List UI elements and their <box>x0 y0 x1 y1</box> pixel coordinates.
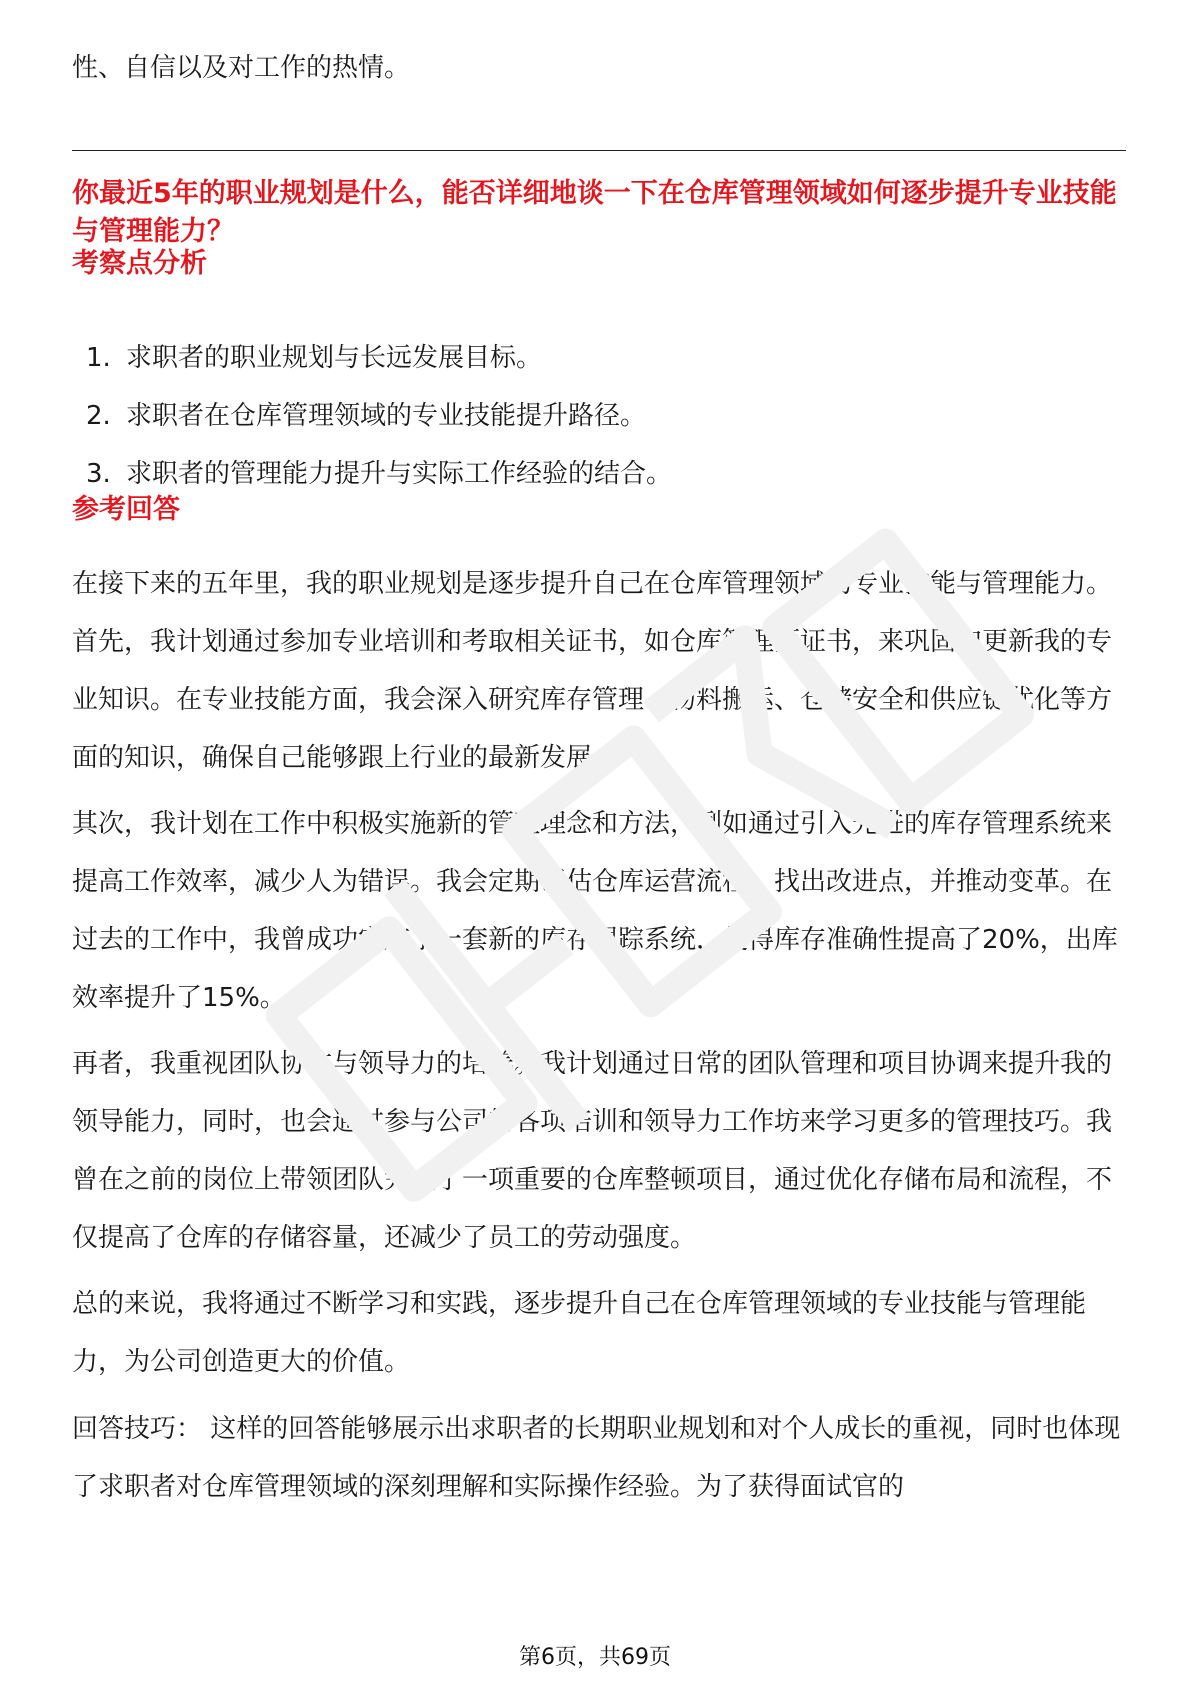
analysis-heading: 考察点分析 <box>72 248 207 279</box>
analysis-list <box>86 338 672 512</box>
list-item-number: 1. <box>86 343 111 373</box>
list-item <box>86 396 672 454</box>
answer-paragraph: 在接下来的五年里，我的职业规划是逐步提升自己在仓库管理领域的专业技能与管理能力。首先，我计划通过参加专业培训和考取相关证书，如仓库管理师证书，来巩固和更新我的专业知识。在专业技能方面，我会深入研究库存管理、物料搬运、仓储安全和供应链优化等方面的知识，确保自己能够跟上行业的最新发展。 <box>72 569 1113 773</box>
answer-tips-paragraph: 回答技巧： 这样的回答能够展示出求职者的长期职业规划和对个人成长的重视，同时也体现了求职者对仓库管理领域的深刻理解和实际操作经验。为了获得面试官的 <box>72 1414 1121 1502</box>
answer-paragraph: 其次，我计划在工作中积极实施新的管理理念和方法，例如通过引入先进的库存管理系统来提高工作效率，减少人为错误。我会定期评估仓库运营流程，找出改进点，并推动变革。在过去的工作中，我曾成功实施了一套新的库存跟踪系统，使得库存准确性提高了20%，出库效率提升了15%。 <box>72 809 1118 1013</box>
list-item <box>86 338 672 396</box>
question-heading: 你最近5年的职业规划是什么，能否详细地谈一下在仓库管理领域如何逐步提升专业技能与管理能力？ <box>72 178 1117 247</box>
answer-paragraph: 再者，我重视团队协作与领导力的培养。我计划通过日常的团队管理和项目协调来提升我的领导能力，同时，也会通过参与公司的各项培训和领导力工作坊来学习更多的管理技巧。我曾在之前的岗位上带领团队完成了一项重要的仓库整顿项目，通过优化存储布局和流程，不仅提高了仓库的存储容量，还减少了员工的劳动强度。 <box>72 1049 1113 1253</box>
list-item-text: 求职者在仓库管理领域的专业技能提升路径。 <box>126 401 647 431</box>
list-item-text: 求职者的管理能力提升与实际工作经验的结合。 <box>126 459 673 489</box>
continued-paragraph: 性、自信以及对工作的热情。 <box>72 53 411 83</box>
answer-paragraph: 总的来说，我将通过不断学习和实践，逐步提升自己在仓库管理领域的专业技能与管理能力，为公司创造更大的价值。 <box>72 1289 1087 1377</box>
list-item-number: 2. <box>86 401 111 431</box>
list-item-number: 3. <box>86 459 111 489</box>
page-number: 第6页，共69页 <box>519 1645 671 1670</box>
list-item-text: 求职者的职业规划与长远发展目标。 <box>126 343 543 373</box>
answer-heading: 参考回答 <box>72 494 180 525</box>
section-divider <box>72 150 1126 151</box>
